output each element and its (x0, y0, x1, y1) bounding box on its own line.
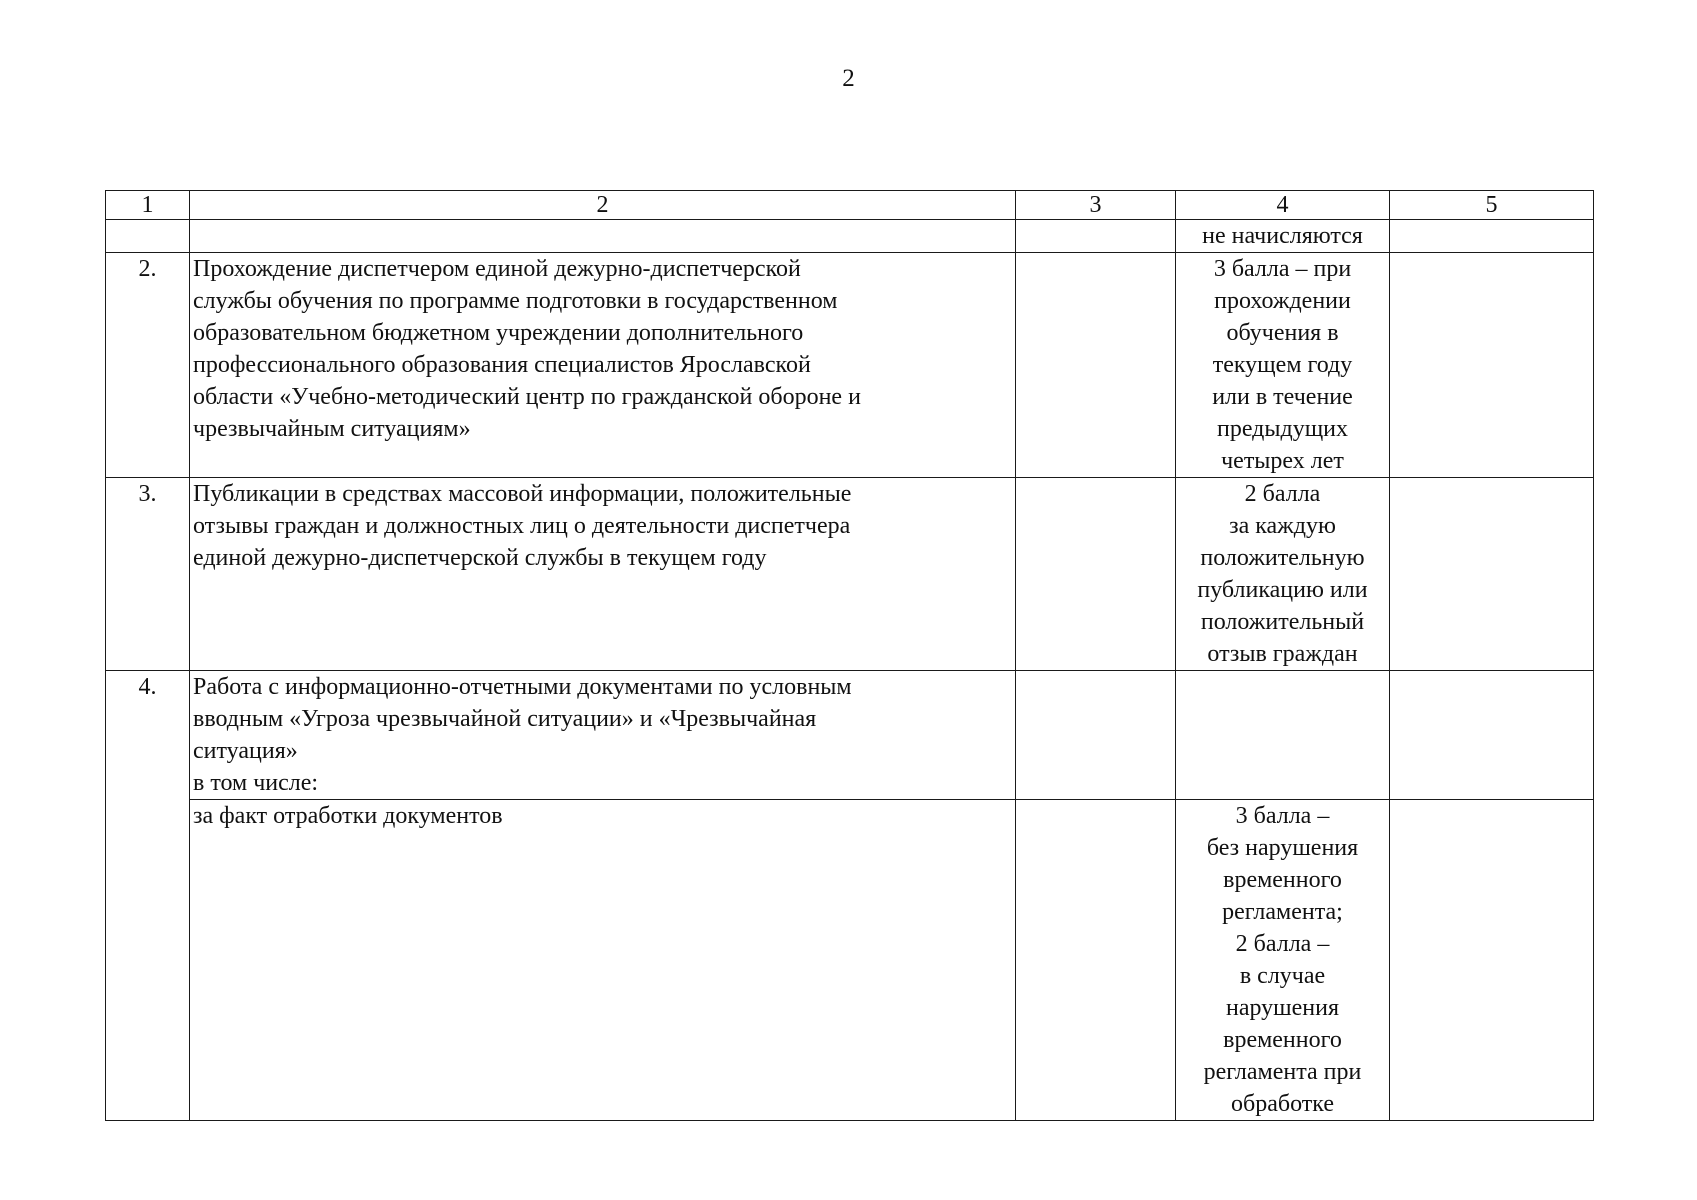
text-line: ситуация» (193, 738, 298, 764)
score-line: текущем году (1212, 352, 1353, 378)
score-line: обработке (1231, 1091, 1334, 1117)
text-line: образовательном бюджетном учреждении дополнительного (193, 320, 804, 346)
score-line: положительную (1200, 545, 1365, 571)
text-line: Прохождение диспетчером единой дежурно-диспетчерской (193, 256, 801, 282)
score-line: за каждую (1229, 513, 1336, 539)
text-line: области «Учебно-методический центр по гражданской обороне и (193, 384, 861, 410)
header-cell-4: 4 (1176, 191, 1390, 220)
score-line: без нарушения (1206, 835, 1359, 861)
score-line: временного (1223, 867, 1342, 893)
text-line: за факт отработки документов (193, 803, 503, 829)
score-line: положительный (1200, 609, 1365, 635)
score-line: или в течение (1212, 384, 1353, 410)
score-cell (1176, 478, 1390, 671)
table-row (106, 671, 1594, 800)
criterion-text (190, 253, 1016, 478)
text-line: отзывы граждан и должностных лиц о деятельности диспетчера (193, 513, 851, 539)
score-line: нарушения (1225, 995, 1340, 1021)
table-row (106, 253, 1594, 478)
score-cell (1176, 800, 1390, 1121)
col5-cell (1390, 253, 1594, 478)
score-cell (1176, 253, 1390, 478)
score-line: 3 балла – (1235, 803, 1330, 829)
text-line: службы обучения по программе подготовки в государственном (193, 288, 838, 314)
col3-cell (1016, 671, 1176, 800)
text-line: Публикации в средствах массовой информации, положительные (193, 481, 852, 507)
score-line: в случае (1239, 963, 1326, 989)
col3-cell (1016, 220, 1176, 253)
criterion-text (190, 671, 1016, 800)
header-cell-3: 3 (1016, 191, 1176, 220)
score-cell (1176, 220, 1390, 253)
col5-cell (1390, 478, 1594, 671)
row-number: 2. (106, 253, 190, 478)
row-number: 4. (106, 671, 190, 1121)
criterion-text (190, 220, 1016, 253)
score-line: 2 балла – (1235, 931, 1330, 957)
row-number: 3. (106, 478, 190, 671)
header-cell-1: 1 (106, 191, 190, 220)
col5-cell (1390, 671, 1594, 800)
criteria-table (105, 190, 1594, 1121)
score-cell (1176, 671, 1390, 800)
criterion-text (190, 800, 1016, 1121)
text-line: единой дежурно-диспетчерской службы в текущем году (193, 545, 767, 571)
col3-cell (1016, 800, 1176, 1121)
score-line: публикацию или (1197, 577, 1368, 603)
score-line: предыдущих (1216, 416, 1349, 442)
score-line: 2 балла (1244, 481, 1321, 507)
score-line: отзыв граждан (1207, 641, 1358, 667)
page-number: 2 (842, 65, 855, 92)
row-number (106, 220, 190, 253)
col5-cell (1390, 220, 1594, 253)
header-cell-5: 5 (1390, 191, 1594, 220)
score-line: регламента; (1222, 899, 1343, 925)
text-line: чрезвычайным ситуациям» (193, 416, 471, 442)
text-line: вводным «Угроза чрезвычайной ситуации» и «Чрезвычайная (193, 706, 817, 732)
score-line: временного (1223, 1027, 1342, 1053)
score-line: 3 балла – при (1213, 256, 1352, 282)
text-line: в том числе: (193, 770, 319, 796)
table-row (106, 800, 1594, 1121)
score-line: прохождении (1214, 288, 1351, 314)
score-line: обучения в (1226, 320, 1339, 346)
col3-cell (1016, 253, 1176, 478)
col5-cell (1390, 800, 1594, 1121)
text-line: профессионального образования специалистов Ярославской (193, 352, 811, 378)
text-line: Работа с информационно-отчетными документами по условным (193, 674, 852, 700)
table-row (106, 478, 1594, 671)
score-line: не начисляются (1202, 223, 1363, 249)
criterion-text (190, 478, 1016, 671)
table-row (106, 220, 1594, 253)
score-line: четырех лет (1221, 448, 1344, 474)
header-cell-2: 2 (190, 191, 1016, 220)
col3-cell (1016, 478, 1176, 671)
score-line: регламента при (1203, 1059, 1362, 1085)
table-header-row (106, 191, 1594, 220)
